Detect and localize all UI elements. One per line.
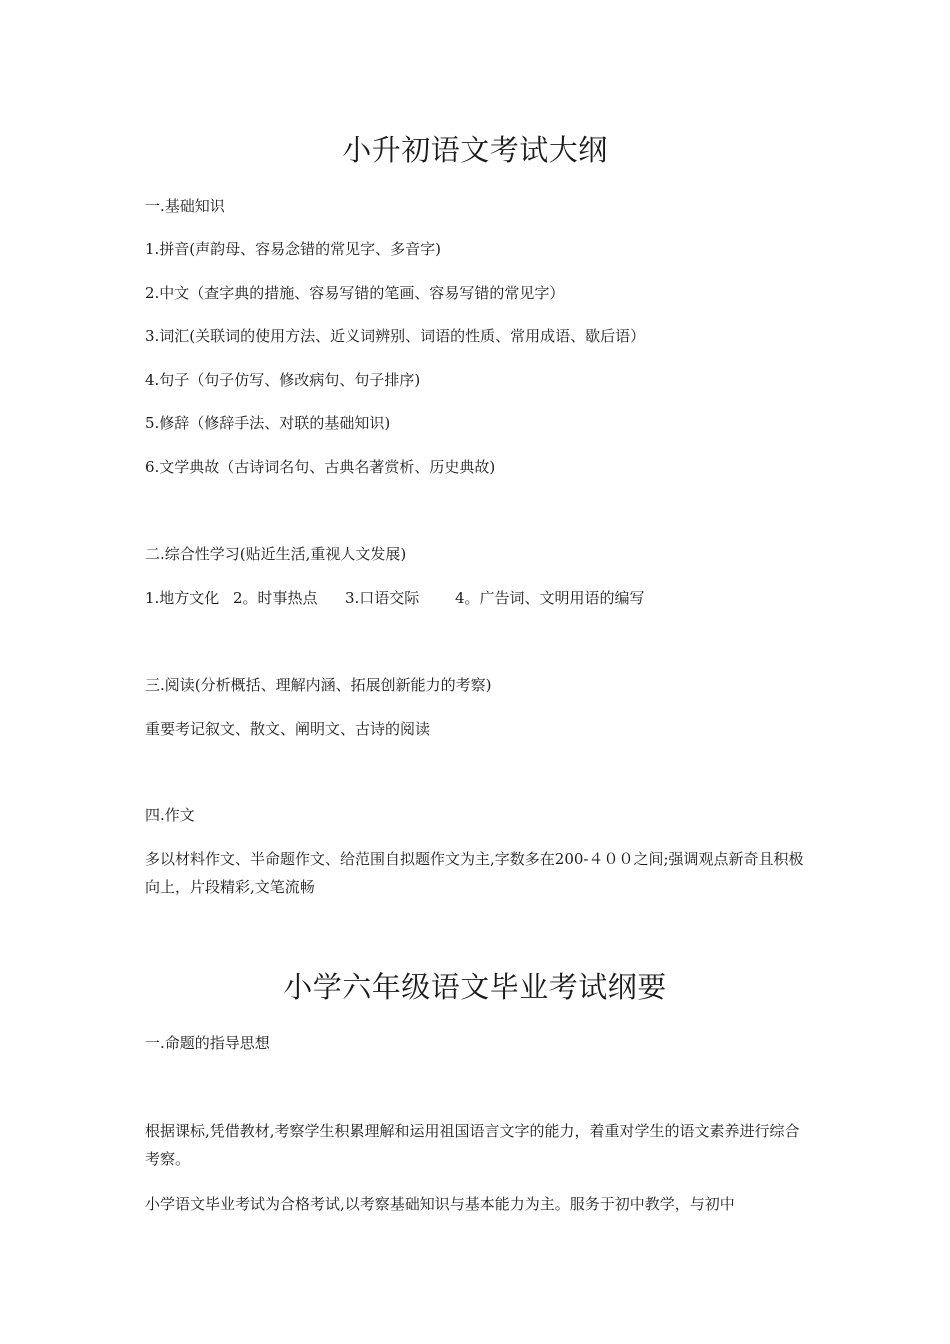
- paragraph: 根据课标,凭借教材,考察学生积累理解和运用祖国语言文字的能力，着重对学生的语文素养进行综合考察。: [145, 1122, 800, 1168]
- reading-body: 重要考记叙文、散文、阐明文、古诗的阅读: [145, 720, 431, 738]
- section-heading-composition: 四.作文: [145, 806, 195, 824]
- list-item: 2.中文（查字典的措施、容易写错的笔画、容易写错的常见字）: [145, 284, 565, 302]
- section-heading-guiding-ideas: 一.命题的指导思想: [145, 1034, 270, 1052]
- list-item: 6.文学典故（古诗词名句、古典名著赏析、历史典故): [145, 458, 496, 476]
- section-heading-integrated-learning: 二.综合性学习(贴近生活,重视人文发展): [145, 545, 407, 563]
- section-heading-basics: 一.基础知识: [145, 197, 225, 215]
- composition-body: 多以材料作文、半命题作文、给范围自拟题作文为主,字数多在200-４００之间;强调观点新奇且积极向上，片段精彩,文笔流畅: [145, 850, 804, 896]
- document-title-2: 小学六年级语文毕业考试纲要: [283, 970, 667, 1004]
- list-item: 3.词汇(关联词的使用方法、近义词辨别、词语的性质、常用成语、歇后语）: [145, 327, 646, 345]
- document-title: 小升初语文考试大纲: [342, 133, 608, 167]
- section-heading-reading: 三.阅读(分析概括、理解内涵、拓展创新能力的考察): [145, 676, 492, 694]
- list-item: 5.修辞（修辞手法、对联的基础知识): [145, 414, 391, 432]
- list-item: 4.句子（句子仿写、修改病句、句子排序): [145, 371, 421, 389]
- list-item: 2。时事热点: [233, 589, 318, 607]
- integrated-learning-items: [145, 584, 810, 612]
- list-item: 1.地方文化: [145, 589, 220, 607]
- list-item: 4。广告词、文明用语的编写: [455, 589, 645, 607]
- list-item: 1.拼音(声韵母、容易念错的常见字、多音字): [145, 240, 442, 258]
- list-item: 3.口语交际: [345, 589, 420, 607]
- paragraph: 小学语文毕业考试为合格考试,以考察基础知识与基本能力为主。服务于初中教学，与初中: [145, 1195, 735, 1213]
